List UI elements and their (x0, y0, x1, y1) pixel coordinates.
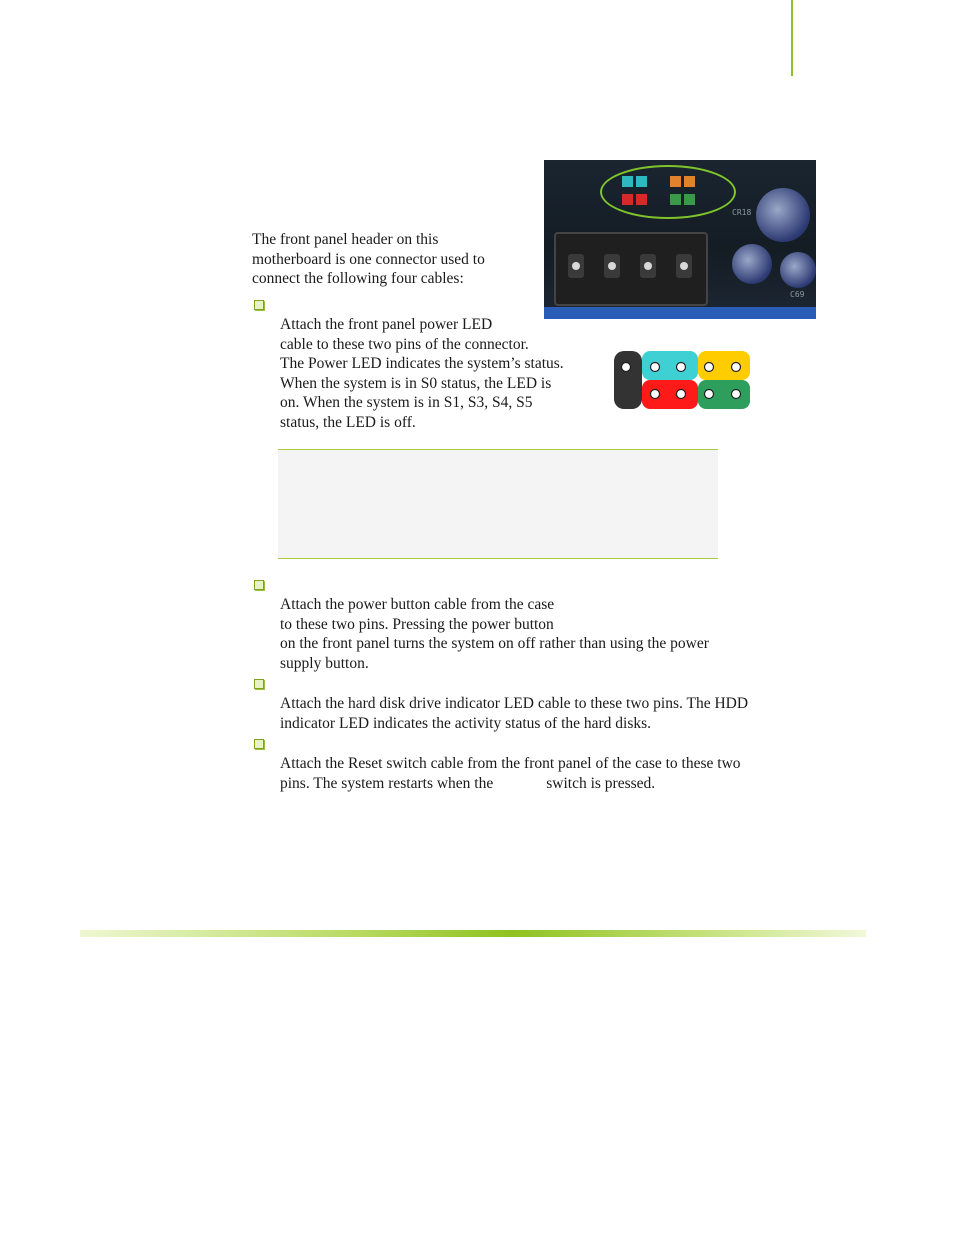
front-panel-pin-diagram (612, 349, 754, 411)
hdd-led-paragraph (280, 694, 810, 733)
reset-line (280, 774, 810, 794)
intro-line: The front panel header on this (252, 231, 439, 248)
intro-line: motherboard is one connector used to (252, 250, 485, 268)
pin (677, 390, 686, 399)
intro-paragraph (252, 230, 532, 289)
reset-line-part: pins. The system restarts when the (280, 774, 494, 792)
bullet-reset (254, 739, 264, 749)
pin (677, 363, 686, 372)
photo-marking: CR18 (732, 208, 752, 217)
power-led-line: The Power LED indicates the system’s status. (280, 355, 564, 373)
bullet-hdd-led (254, 679, 264, 689)
power-led-paragraph (280, 315, 600, 433)
bullet-power-switch (254, 580, 264, 590)
note-box (278, 449, 718, 559)
power-switch-line: Attach the power button cable from the case (280, 596, 555, 613)
pin (622, 363, 631, 372)
power-connector (554, 232, 708, 306)
pin (732, 390, 741, 399)
hdd-led-line: Attach the hard disk drive indicator LED cable to these two pins. The HDD (280, 695, 749, 712)
footer-gradient-bar (80, 930, 866, 937)
pin (705, 390, 714, 399)
power-switch-line: on the front panel turns the system on off rather than using the power (280, 635, 709, 653)
power-switch-line: to these two pins. Pressing the power button (280, 615, 554, 633)
pin-block-black (614, 351, 642, 409)
power-led-line: status, the LED is off. (280, 413, 416, 431)
pin (651, 390, 660, 399)
power-switch-paragraph (280, 595, 800, 673)
header-rule (791, 0, 793, 76)
reset-line-part: switch is pressed. (546, 774, 656, 792)
intro-line: connect the following four cables: (252, 270, 464, 288)
motherboard-photo (544, 160, 816, 319)
power-led-line: When the system is in S0 status, the LED is (280, 374, 552, 392)
pin (651, 363, 660, 372)
power-led-line: on. When the system is in S1, S3, S4, S5 (280, 394, 533, 412)
power-led-line: cable to these two pins of the connector. (280, 335, 529, 353)
power-switch-line: supply button. (280, 654, 369, 672)
pin (705, 363, 714, 372)
header-highlight-ring (600, 165, 736, 219)
reset-line: Attach the Reset switch cable from the front panel of the case to these two (280, 755, 741, 772)
power-led-line: Attach the front panel power LED (280, 316, 493, 333)
photo-marking: C69 (790, 290, 805, 299)
reset-paragraph (280, 754, 810, 793)
bullet-power-led (254, 300, 264, 310)
pin (732, 363, 741, 372)
hdd-led-line: indicator LED indicates the activity status of the hard disks. (280, 714, 652, 732)
